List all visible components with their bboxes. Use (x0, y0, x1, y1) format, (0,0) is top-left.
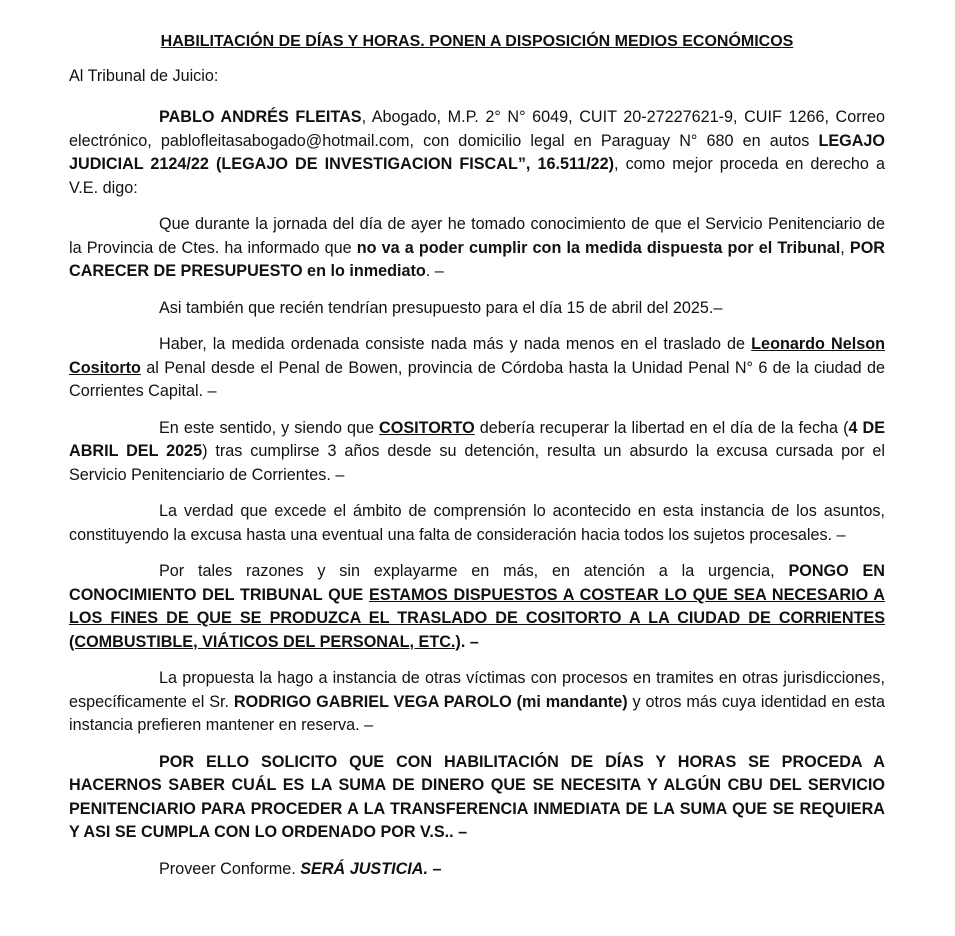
detainee-surname: COSITORTO (379, 418, 475, 437)
paragraph-text: La propuesta la hago a instancia de otras víctimas con procesos en tramites en otras jurisdicciones, específicamente el Sr. (69, 669, 885, 711)
bold-phrase: PONGO EN CONOCIMIENTO DEL TRIBUNAL QUE (69, 562, 885, 604)
request-statement: POR ELLO SOLICITO QUE CON HABILITACIÓN DE DÍAS Y HORAS SE PROCEDA A HACERNOS SABER CUÁL ES LA SUMA DE DINERO QUE SE NECESITA Y ALGÚN CBU DEL SERVICIO PENITENCIARIO PARA PROCEDER A LA TRANSFERENCIA INMEDIATA DE LA SUMA QUE SE REQUIERA Y ASI SE CUMPLA CON LO ORDENADO POR V.S.. – (69, 752, 885, 841)
paragraph-text: , Abogado, M.P. 2° N° 6049, CUIT 20-27227621-9, CUIF 1266, Correo electrónico, pablofleitasabogado@hotmail.com, con domicilio legal en Paraguay N° 680 en autos (69, 108, 885, 150)
paragraph-offer (69, 560, 885, 654)
paragraph-victims (69, 667, 885, 738)
paragraph-text: ) tras cumplirse 3 años desde su detención, resulta un absurdo la excusa cursada por el Servicio Penitenciario de Corrientes. – (69, 442, 885, 484)
paragraph-text: Haber, la medida ordenada consiste nada más y nada menos en el traslado de (159, 335, 752, 353)
paragraph-text: y otros más cuya identidad en esta instancia prefieren mantener en reserva. – (69, 692, 885, 734)
paragraph-text: , como mejor proceda en derecho a V.E. digo: (69, 155, 886, 197)
lawyer-name: PABLO ANDRÉS FLEITAS (159, 108, 362, 126)
paragraph-budget-date: Asi también que recién tendrían presupuesto para el día 15 de abril del 2025.– (159, 298, 723, 317)
paragraph-text: debería recuperar la libertad en el día de la fecha ( (474, 418, 849, 437)
paragraph-presentation (69, 106, 885, 200)
paragraph-release-date (69, 417, 885, 488)
paragraph-text: En este sentido, y siendo que (159, 418, 380, 437)
offer-statement: ESTAMOS DISPUESTOS A COSTEAR LO QUE SEA NECESARIO A LOS FINES DE QUE SE PRODUZCA EL TRASLADO DE COSITORTO A LA CIUDAD DE CORRIENTES (COMBUSTIBLE, VIÁTICOS DEL PERSONAL, ETC.) (69, 585, 885, 651)
bold-phrase: no va a poder cumplir con la medida dispuesta por el Tribunal (356, 238, 841, 257)
paragraph-transfer (69, 333, 885, 404)
release-date: 4 DE ABRIL DEL 2025 (69, 418, 885, 460)
paragraph-text: , (840, 238, 850, 257)
paragraph-notice (69, 213, 885, 284)
paragraph-consideration: La verdad que excede el ámbito de comprensión lo acontecido en esta instancia de los asuntos, constituyendo la excusa hasta una eventual una falta de consideración hacia todos los sujetos procesales. – (69, 502, 885, 544)
bold-phrase: POR CARECER DE PRESUPUESTO en lo inmediato (69, 238, 886, 280)
document-title: HABILITACIÓN DE DÍAS Y HORAS. PONEN A DISPOSICIÓN MEDIOS ECONÓMICOS (160, 33, 794, 50)
salutation: Al Tribunal de Juicio: (69, 66, 219, 85)
paragraph-request (69, 751, 885, 845)
paragraph-text: Que durante la jornada del día de ayer he tomado conocimiento de que el Servicio Penitenciario de la Provincia de Ctes. ha informado que (69, 215, 885, 257)
bold-phrase: . – (460, 632, 479, 651)
paragraph-text: . – (425, 262, 444, 280)
paragraph-text: al Penal desde el Penal de Bowen, provincia de Córdoba hasta la Unidad Penal N° 6 de la ciudad de Corrientes Capital. – (69, 358, 885, 400)
case-reference: LEGAJO JUDICIAL 2124/22 (LEGAJO DE INVESTIGACION FISCAL”, 16.511/22) (69, 131, 885, 173)
detainee-name: Leonardo Nelson Cositorto (69, 335, 885, 377)
paragraph-text: Proveer Conforme. (159, 859, 301, 878)
client-name: RODRIGO GABRIEL VEGA PAROLO (mi mandante) (233, 692, 628, 711)
paragraph-text: Por tales razones y sin explayarme en más, en atención a la urgencia, (159, 562, 789, 580)
closing-formula: SERÁ JUSTICIA. – (300, 859, 442, 878)
paragraph-closing (69, 858, 885, 882)
